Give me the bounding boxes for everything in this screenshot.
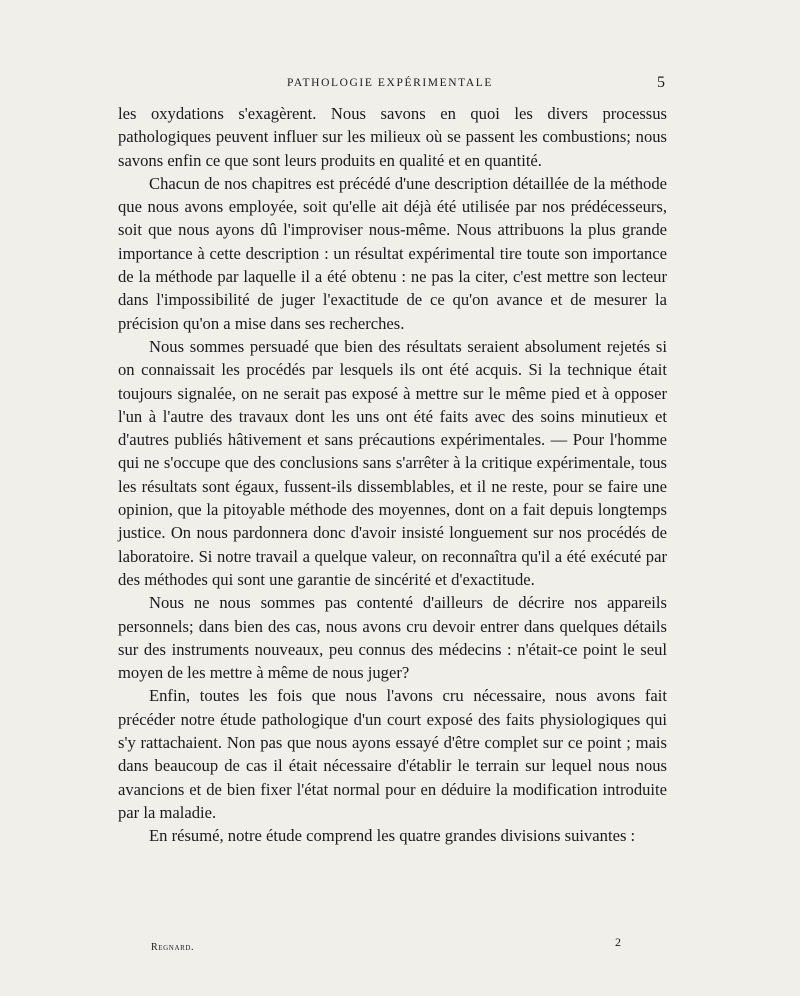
paragraph-summary: En résumé, notre étude comprend les quatre grandes divisions suivantes :	[149, 826, 636, 846]
paragraph-method-description: Chacun de nos chapitres est précédé d'une description détaillée de la méthode que nous avons employée, soit qu'elle ait déjà été utilisée par nos prédécesseurs, soit que nous ayons dû l'improviser nous-même. Nous attribuons la plus grande importance à cette description : un résultat expérimental tire toute son importance de la méthode par laquelle il a été obtenu : ne pas la citer, c'est mettre son lecteur dans l'impossibilité de juger l'exactitude de ce qu'on avance et de mesurer la précision qu'on a mise dans ses recherches.	[118, 173, 667, 333]
paragraph-physiology: Enfin, toutes les fois que nous l'avons cru nécessaire, nous avons fait précéder notre étude pathologique d'un court exposé des faits physiologiques qui s'y rattachaient. Non pas que nous ayons essayé d'être complet sur ce point ; mais dans beaucoup de cas il était nécessaire d'établir le terrain sur lequel nous nous avancions et de bien fixer l'état normal pour en déduire la modification introduite par la maladie.	[118, 686, 667, 822]
body-text	[118, 102, 667, 848]
running-title: PATHOLOGIE EXPÉRIMENTALE	[286, 77, 494, 89]
paragraph-results-techniques: Nous sommes persuadé que bien des résultats seraient absolument rejetés si on connaissait les procédés par lesquels ils ont été acquis. Si la technique était toujours signalée, on ne serait pas exposé à mettre sur le même pied et à opposer l'un à l'autre des travaux dont les uns ont été faits avec des soins minutieux et d'autres publiés hâtivement et sans précautions expérimentales. — Pour l'homme qui ne s'occupe que des conclusions sans s'arrêter à la critique expérimentale, tous les résultats sont égaux, fussent-ils dissemblables, et il ne reste, pour se faire une opinion, que la pitoyable méthode des moyennes, dont on a fait depuis longtemps justice. On nous pardonnera donc d'avoir insisté longuement sur nos procédés de laboratoire. Si notre travail a quelque valeur, on reconnaîtra qu'il a été exécuté par des méthodes qui sont une garantie de sincérité et d'exactitude.	[118, 336, 667, 589]
running-head	[115, 74, 665, 97]
page-number: 5	[657, 74, 665, 91]
printer-signature: Regnard.	[151, 942, 195, 953]
paragraph-continuation: les oxydations s'exagèrent. Nous savons en quoi les divers processus pathologiques peuvent influer sur les milieux où se passent les combustions; nous savons enfin ce que sont leurs produits en qualité et en quantité.	[118, 104, 667, 170]
signature-mark: 2	[615, 935, 621, 949]
paragraph-instruments: Nous ne nous sommes pas contenté d'ailleurs de décrire nos appareils personnels; dans bien des cas, nous avons cru devoir entrer dans quelques détails sur des instruments nouveaux, peu connus des médecins : n'était-ce point le seul moyen de les mettre à même de nous juger?	[118, 593, 667, 683]
